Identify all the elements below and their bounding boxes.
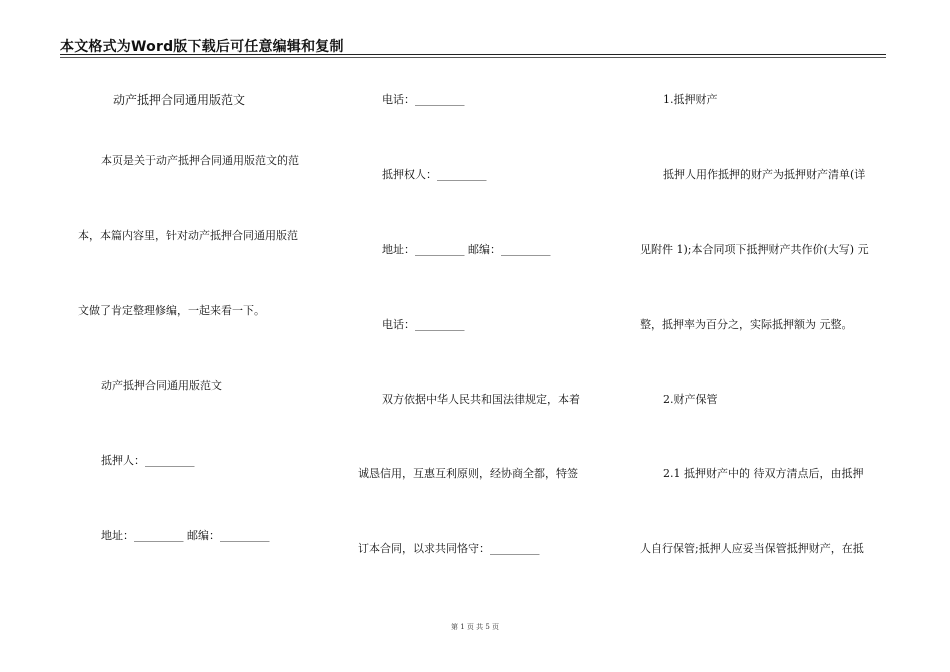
header-rule-thick xyxy=(60,54,886,55)
page-number: 第 1 页 共 5 页 xyxy=(450,623,500,631)
paragraph-line: 诚恳信用，互惠互利原则，经协商全都，特签 xyxy=(358,467,578,480)
paragraph-line: 订本合同，以求共同恪守：_________ xyxy=(358,542,540,555)
document-title: 动产抵押合同通用版范文 xyxy=(113,93,246,107)
paragraph-line: 2.1 抵押财产中的 待双方清点后，由抵押 xyxy=(663,467,864,480)
phone-field: 电话：_________ xyxy=(382,93,465,106)
header-rule-thin xyxy=(60,57,886,58)
address-postcode-field: 地址：_________ 邮编：_________ xyxy=(101,529,270,542)
section-heading: 2.财产保管 xyxy=(663,393,718,406)
paragraph-line: 抵押人用作抵押的财产为抵押财产清单(详 xyxy=(663,168,866,181)
section-heading: 1.抵押财产 xyxy=(663,93,718,106)
paragraph-line: 本页是关于动产抵押合同通用版范文的范 xyxy=(101,154,299,167)
paragraph-line: 文做了肯定整理修编，一起来看一下。 xyxy=(78,304,265,317)
paragraph-line: 整，抵押率为百分之，实际抵押额为 元整。 xyxy=(640,318,853,331)
address-postcode-field: 地址：_________ 邮编：_________ xyxy=(382,243,551,256)
paragraph-line: 见附件 1);本合同项下抵押财产共作价(大写) 元 xyxy=(640,243,869,256)
mortgagor-field: 抵押人：_________ xyxy=(101,454,195,467)
phone-field: 电话：_________ xyxy=(382,318,465,331)
mortgagee-field: 抵押权人：_________ xyxy=(382,168,487,181)
paragraph-line: 双方依据中华人民共和国法律规定，本着 xyxy=(382,393,580,406)
download-banner: 本文格式为Word版下载后可任意编辑和复制 xyxy=(60,39,344,55)
section-heading: 动产抵押合同通用版范文 xyxy=(101,379,222,392)
paragraph-line: 本，本篇内容里，针对动产抵押合同通用版范 xyxy=(78,229,298,242)
paragraph-line: 人自行保管;抵押人应妥当保管抵押财产，在抵 xyxy=(640,542,864,555)
